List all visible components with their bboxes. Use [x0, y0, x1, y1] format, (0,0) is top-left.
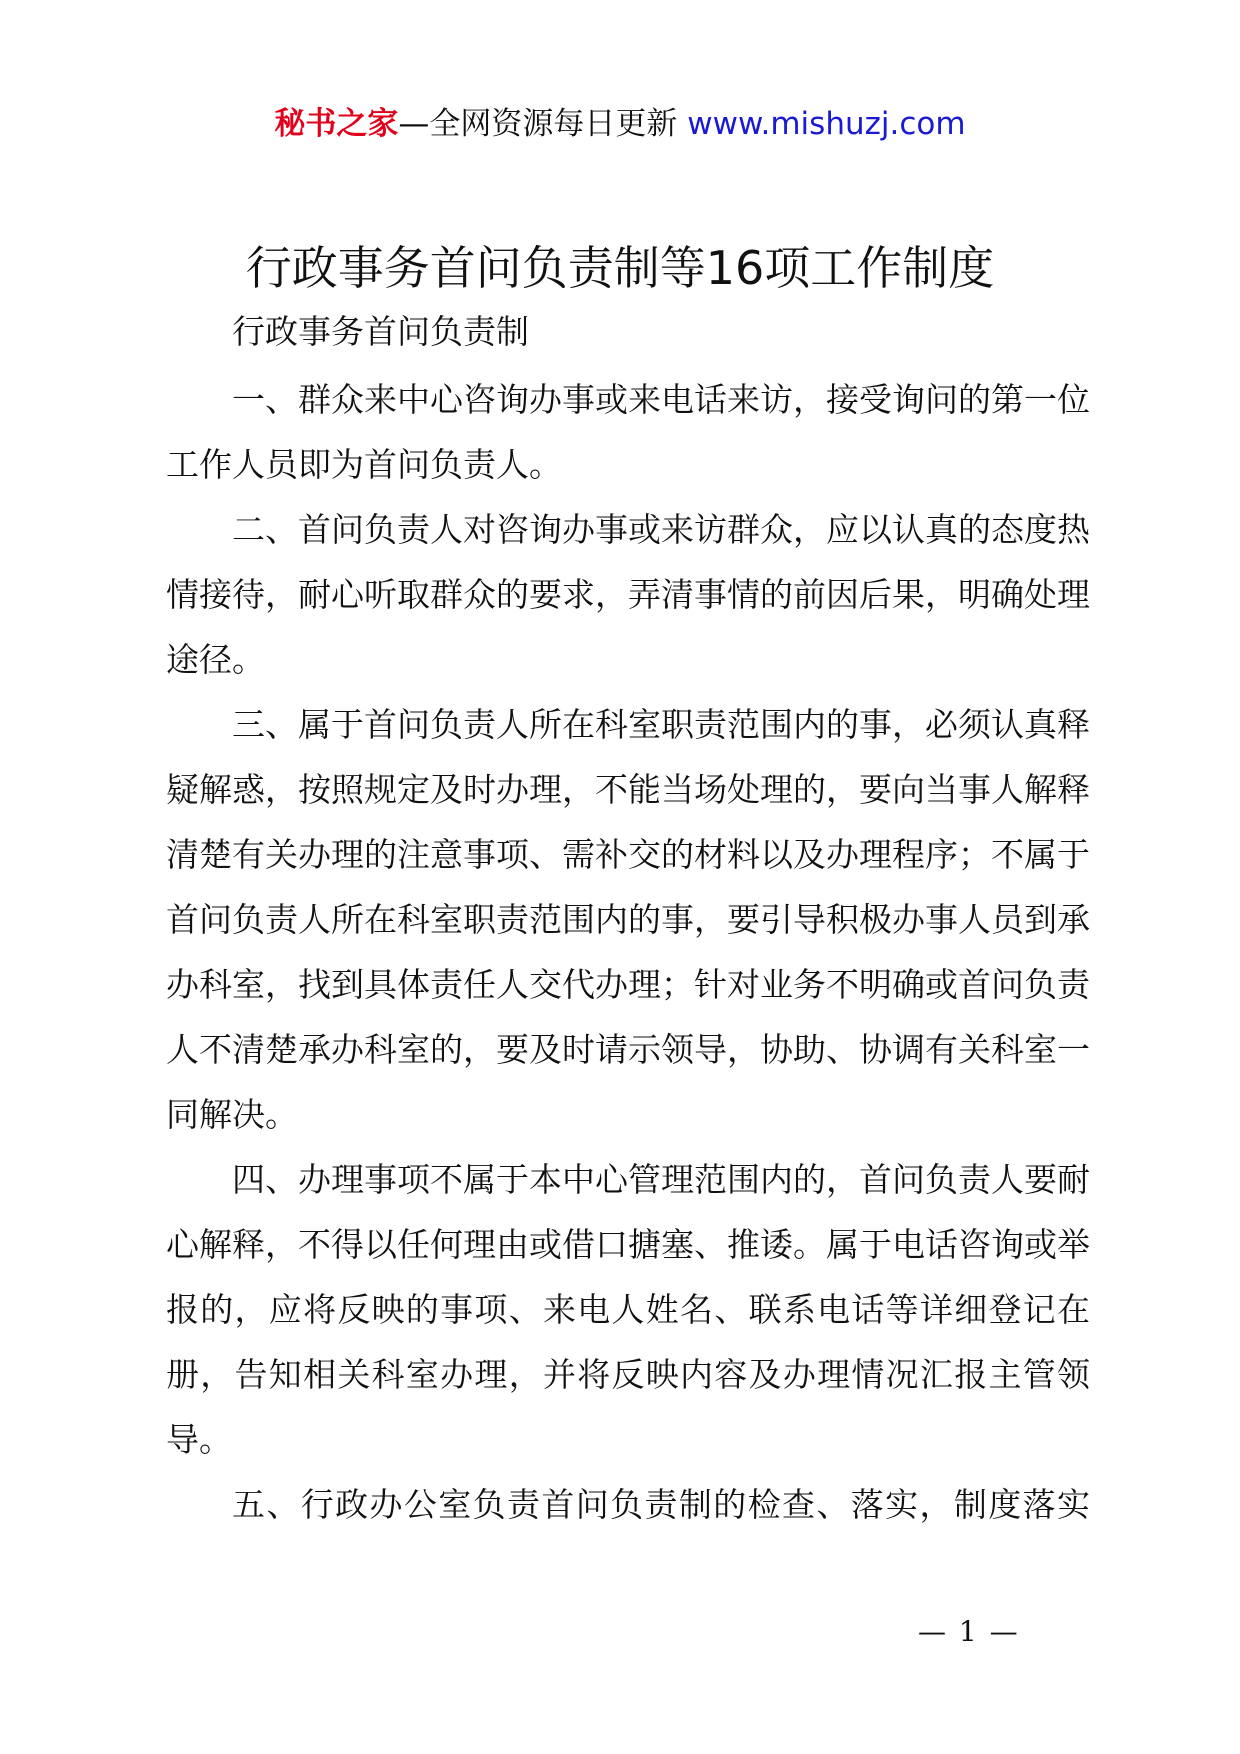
- site-header: [0, 100, 1240, 148]
- paragraph-5: 五、行政办公室负责首问负责制的检查、落实，制度落实: [232, 1485, 1090, 1524]
- paragraph-4: 四、办理事项不属于本中心管理范围内的，首问负责人要耐心解释，不得以任何理由或借口搪塞、推诿。属于电话咨询或举报的，应将反映的事项、来电人姓名、联系电话等详细登记在册，告知相关科室办理，并将反映内容及办理情况汇报主管领导。: [166, 1160, 1090, 1459]
- site-tagline: —全网资源每日更新: [398, 106, 678, 142]
- document-body: [166, 367, 1090, 1537]
- paragraph-2: 二、首问负责人对咨询办事或来访群众，应以认真的态度热情接待，耐心听取群众的要求，弄清事情的前因后果，明确处理途径。: [166, 510, 1090, 679]
- document-title: 行政事务首问负责制等16项工作制度: [245, 241, 995, 295]
- paragraph-3: 三、属于首问负责人所在科室职责范围内的事，必须认真释疑解惑，按照规定及时办理，不能当场处理的，要向当事人解释清楚有关办理的注意事项、需补交的材料以及办理程序；不属于首问负责人所在科室职责范围内的事，要引导积极办事人员到承办科室，找到具体责任人交代办理；针对业务不明确或首问负责人不清楚承办科室的，要及时请示领导，协助、协调有关科室一同解决。: [166, 705, 1090, 1134]
- site-url-link[interactable]: www.mishuzj.com: [687, 106, 966, 142]
- paragraph-1: 一、群众来中心咨询办事或来电话来访，接受询问的第一位工作人员即为首问负责人。: [166, 380, 1090, 484]
- section-heading: 行政事务首问负责制: [232, 312, 529, 351]
- site-brand: 秘书之家: [274, 106, 399, 142]
- page-number: — 1 —: [918, 1615, 1020, 1648]
